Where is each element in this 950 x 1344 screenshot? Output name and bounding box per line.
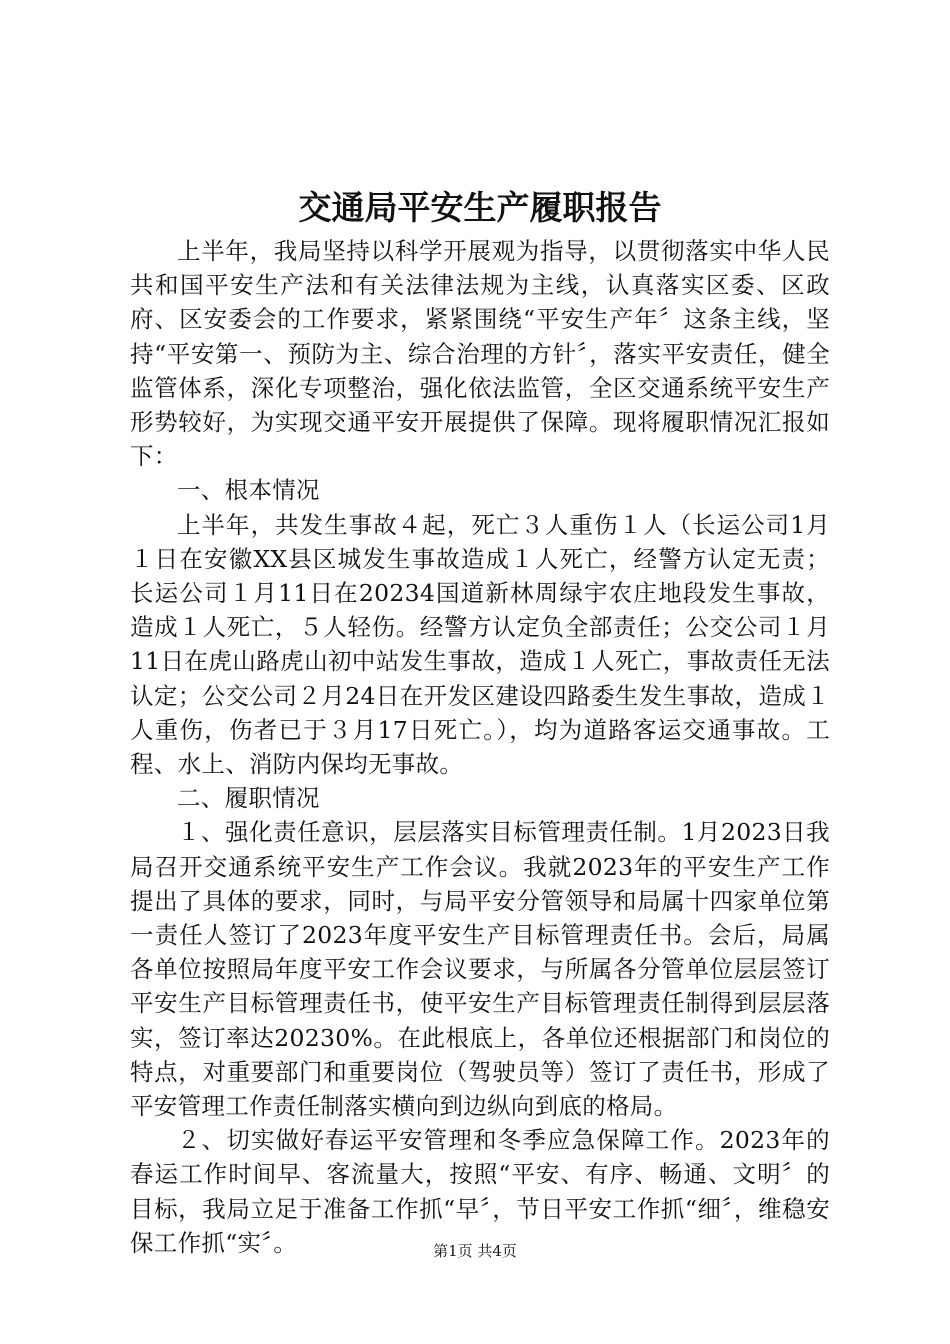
document-title: 交通局平安生产履职报告	[298, 188, 662, 227]
paragraph-accidents: 上半年，共发生事故４起，死亡３人重伤１人（长运公司1月１日在安徽XX县区城发生事故造成１人死亡，经警方认定无责；长运公司１月11日在20234国道新林周绿宇农庄地段发生事故，造成１人死亡，５人轻伤。经警方认定负全部责任；公交公司１月11日在虎山路虎山初中站发生事故，造成１人死亡，事故责任无法认定；公交公司２月24日在开发区建设四路委生发生事故，造成１人重伤，伤者已于３月17日死亡。），均为道路客运交通事故。工程、水上、消防内保均无事故。	[130, 510, 830, 779]
paragraph-duty-2: ２、切实做好春运平安管理和冬季应急保障工作。2023年的春运工作时间早、客流量大，按照“平安、有序、畅通、文明〞的目标，我局立足于准备工作抓“早〞，节日平安工作抓“细〞，维稳安保工作抓“实〞。	[130, 1126, 830, 1257]
paragraph-duty-1: １、强化责任意识，层层落实目标管理责任制。1月2023日我局召开交通系统平安生产工作会议。我就2023年的平安生产工作提出了具体的要求，同时，与局平安分管领导和局属十四家单位第一责任人签订了2023年度平安生产目标管理责任书。会后，局属各单位按照局年度平安工作会议要求，与所属各分管单位层层签订平安生产目标管理责任书，使平安生产目标管理责任制得到层层落实，签订率达20230%。在此根底上，各单位还根据部门和岗位的特点，对重要部门和重要岗位（驾驶员等）签订了责任书，形成了平安管理工作责任制落实横向到边纵向到底的格局。	[130, 818, 830, 1121]
document-page	[130, 0, 830, 1344]
document-body	[130, 234, 830, 1260]
section-heading-duties: 二、履职情况	[177, 784, 320, 813]
paragraph-intro: 上半年，我局坚持以科学开展观为指导，以贯彻落实中华人民共和国平安生产法和有关法律法规为主线，认真落实区委、区政府、区安委会的工作要求，紧紧围绕“平安生产年〞这条主线，坚持“平安第一、预防为主、综合治理的方针〞，落实平安责任，健全监管体系，深化专项整治，强化依法监管，全区交通系统平安生产形势较好，为实现交通平安开展提供了保障。现将履职情况汇报如下：	[130, 237, 830, 471]
section-heading-basic: 一、根本情况	[177, 476, 320, 505]
page-number-footer: 第1页 共4页	[433, 1242, 517, 1260]
